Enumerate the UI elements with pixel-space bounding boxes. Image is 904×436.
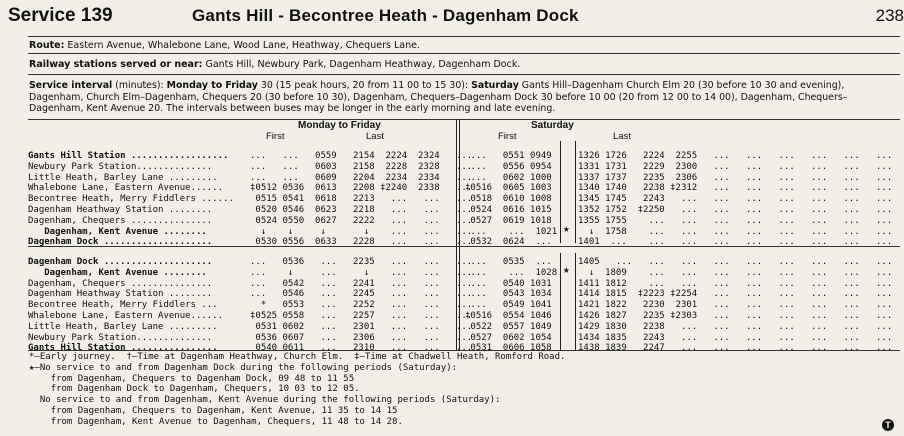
time-row: ‡0516 0605 1003 [465, 183, 552, 194]
time-row: 2204 2234 2334 ... [353, 172, 473, 183]
time-row: ... 0543 1034 [465, 289, 552, 300]
table-top-rule [28, 119, 900, 120]
time-row: ... ... 0609 [250, 172, 337, 183]
stop-name: Dagenham Heathway Station ........ [28, 205, 213, 215]
time-row: 1352 1752 ‡2250 ... ... ... ... ... ... ... [578, 205, 893, 215]
time-row: 1326 1726 2224 2255 ... ... ... ... ... ... [578, 151, 893, 161]
stop-name: Gants Hill Station ................ [28, 343, 218, 354]
stop-name: Gants Hill Station .................. [28, 151, 229, 161]
time-row: ... ... 1021 [465, 226, 558, 237]
sat-first-label: First [498, 131, 517, 142]
time-row: 1337 1737 2235 2306 ... ... ... ... ... ... [578, 172, 893, 183]
time-row: 1438 1839 2247 ... ... ... ... ... ... ... [578, 343, 893, 354]
time-row: 2301 ... ... ... [353, 321, 473, 332]
time-row: 1340 1740 2238 ‡2312 ... ... ... ... ... ... [578, 183, 893, 194]
time-row: 0531 0602 ... [250, 321, 337, 332]
time-row: ... 0536 ... [250, 257, 337, 267]
footnotes [29, 352, 565, 428]
service-number: Service 139 [8, 5, 113, 26]
interval-unit: (minutes): [112, 80, 167, 91]
time-row: 0527 0602 1054 [465, 332, 552, 343]
time-row: ‡0516 0554 1046 [465, 311, 552, 321]
time-row: 2208 ‡2240 2338 ... [353, 183, 473, 194]
time-row: ↓ ... ... ... [353, 226, 473, 237]
stop-name: Whalebone Lane, Eastern Avenue...... [28, 183, 224, 194]
service-interval [29, 80, 899, 115]
stop-name: Dagenham, Chequers ............... [28, 278, 213, 289]
stop-name: Dagenham, Kent Avenue ........ [28, 226, 207, 237]
divider [28, 74, 900, 75]
interval-mf-text: 30 (15 peak hours, 20 from 11 00 to 15 30): [257, 80, 472, 91]
time-row: 0522 0557 1049 [465, 321, 552, 332]
time-row: ↓ ↓ ↓ [250, 226, 326, 237]
stop-name: Newbury Park Station.............. [28, 332, 213, 343]
time-row: 1434 1835 2243 ... ... ... ... ... ... ... [578, 332, 893, 343]
mf-first-label: First [266, 131, 285, 142]
time-row: 0524 0550 0627 [250, 215, 337, 226]
stop-name: Dagenham, Chequers ............... [28, 215, 213, 226]
time-row: ↓ ... ... ... [353, 267, 473, 278]
time-row: * 0553 ... [250, 300, 337, 311]
time-row: ... ... 1028 [465, 267, 558, 278]
route-title: Gants Hill - Becontree Heath - Dagenham Dock [192, 6, 579, 25]
time-row: ... 0556 0954 [465, 161, 552, 172]
time-row: 0536 0607 ... [250, 332, 337, 343]
interval-sat-label: Saturday [471, 80, 519, 91]
time-row: ... ... 0559 [250, 151, 337, 161]
stop-name: Dagenham Dock .................... [28, 237, 213, 248]
time-row: 1405 ... ... ... ... ... ... ... ... ... [578, 257, 893, 267]
time-row: ↓ 1809 ... ... ... ... ... ... ... ... [578, 267, 893, 278]
block-inbound [28, 257, 900, 352]
transport-logo: T [882, 419, 894, 431]
railway-line [29, 59, 520, 70]
time-row: 2218 ... ... ... [353, 205, 473, 215]
route-text: Eastern Avenue, Whalebone Lane, Wood Lane, Heathway, Chequers Lane. [67, 40, 420, 51]
star-symbol: ★ [563, 222, 570, 235]
footnote-line: *–Early journey. †–Time at Dagenham Heathway, Church Elm. ‡–Time at Chadwell Heath, Romford Road. [29, 352, 566, 362]
time-row: 2252 ... ... ... [353, 300, 473, 311]
railway-label: Railway stations served or near: [29, 59, 203, 70]
time-row: ... ... 0603 [250, 161, 337, 172]
block-outbound [28, 151, 900, 246]
divider [28, 53, 900, 54]
time-row: 0532 0624 ... [465, 237, 552, 248]
star-symbol: ★ [563, 263, 570, 276]
railway-text: Gants Hill, Newbury Park, Dagenham Heathway, Dagenham Dock. [205, 59, 521, 70]
time-row: ... 0542 ... [250, 278, 337, 289]
interval-label: Service interval [29, 80, 113, 91]
footnote-line: from Dagenham, Chequers to Dagenham, Kent Avenue, 11 35 to 14 15 [29, 405, 398, 416]
time-row: 0518 0610 1008 [465, 194, 552, 205]
stop-name: Becontree Heath, Merry Fiddlers ... [28, 300, 218, 311]
footnote-line: from Dagenham Dock to Dagenham, Chequers, 10 03 to 12 05. [29, 384, 360, 395]
timetable [28, 119, 900, 354]
time-row: 2310 ... ... ... [353, 343, 473, 354]
time-row: ... 0540 1031 [465, 278, 552, 289]
stop-name: Dagenham Dock .................... [28, 257, 213, 267]
time-row: ... 0549 1041 [465, 300, 552, 311]
time-row: 2213 ... ... ... [353, 194, 473, 205]
time-row: ... 0535 ... [465, 257, 552, 267]
stop-name: Dagenham, Kent Avenue ........ [28, 267, 207, 278]
time-row: 2154 2224 2324 ... [353, 151, 473, 161]
footnote-line: No service to and from Dagenham, Kent Avenue during the following periods (Saturday): [29, 395, 501, 406]
time-row: 2241 ... ... ... [353, 278, 473, 289]
stop-name: Little Heath, Barley Lane ......... [28, 321, 218, 332]
time-row: 0531 0606 1058 [465, 343, 552, 354]
interval-mf-label: Monday to Friday [166, 80, 258, 91]
divider [28, 36, 900, 37]
stop-name: Whalebone Lane, Eastern Avenue...... [28, 311, 224, 321]
time-row: 2222 ... ... ... [353, 215, 473, 226]
time-row: ... ↓ ... [250, 267, 337, 278]
time-row: 2306 ... ... ... [353, 332, 473, 343]
time-row: 0540 0611 ... [250, 343, 337, 354]
time-row: 1331 1731 2229 2300 ... ... ... ... ... ... [578, 161, 893, 172]
time-row: 1355 1755 ... ... ... ... ... ... ... ... [578, 215, 893, 226]
footnote-line: ★–No service to and from Dagenham Dock during the following periods (Saturday): [29, 362, 458, 373]
time-row: 1345 1745 2243 ... ... ... ... ... ... ... [578, 194, 893, 205]
page-header [0, 0, 904, 36]
mf-heading: Monday to Friday [298, 120, 381, 131]
sat-last-label: Last [613, 131, 631, 142]
time-row: 1426 1827 2235 ‡2303 ... ... ... ... ... ... [578, 311, 893, 321]
time-row: 2228 ... ... ... [353, 237, 473, 248]
route-label: Route: [29, 40, 65, 51]
interval-sat-text: Gants Hill–Dagenham Church Elm 20 (30 before 10 30 and evening), Dagenham, Church Elm–Dagenham, Chequers 20 (30 before 10 30), Dagenham, Chequers–Dagenham Dock 30 before 10 00 (20 from 12 00 to 14 00), Dagenham, Chequers–Dagenham, Kent Avenue 20. The intervals between buses may be longer in the early morning and late evening. [29, 80, 848, 114]
time-row: 2235 ... ... ... [353, 257, 473, 267]
time-row: ↓ 1758 ... ... ... ... ... ... ... ... [578, 226, 893, 237]
time-row: ... 0546 ... [250, 289, 337, 300]
time-row: ‡0512 0536 0613 [250, 183, 337, 194]
table-bottom-rule [28, 350, 900, 351]
time-row: ... 0551 0949 [465, 151, 552, 161]
time-row: 0527 0619 1018 [465, 215, 552, 226]
stop-name: Dagenham Heathway Station ........ [28, 289, 213, 300]
time-row: 2257 ... ... ... [353, 311, 473, 321]
sat-heading: Saturday [531, 120, 574, 131]
time-row: 1411 1812 ... ... ... ... ... ... ... ... [578, 278, 893, 289]
time-row: ... 0602 1000 [465, 172, 552, 183]
time-row: 0515 0541 0618 [250, 194, 337, 205]
time-row: 1401 ... ... ... ... ... ... ... ... ... [578, 237, 893, 248]
time-row: 2245 ... ... ... [353, 289, 473, 300]
stop-name: Little Heath, Barley Lane ......... [28, 172, 218, 183]
stop-name: Newbury Park Station.............. [28, 161, 213, 172]
route-line [29, 40, 420, 51]
mf-last-label: Last [366, 131, 384, 142]
time-row: 2158 2228 2328 ... [353, 161, 473, 172]
footnote-line: from Dagenham, Chequers to Dagenham Dock, 09 48 to 11 55 [29, 373, 355, 384]
time-row: 1421 1822 2230 2301 ... ... ... ... ... ... [578, 300, 893, 311]
footnote-line: from Dagenham, Kent Avenue to Dagenham, Chequers, 11 48 to 14 28. [29, 416, 403, 427]
time-row: 0524 0616 1015 [465, 205, 552, 215]
time-row: 1414 1815 ‡2223 ‡2254 ... ... ... ... ... ... [578, 289, 893, 300]
stop-name: Becontree Heath, Merry Fiddlers ...... [28, 194, 234, 205]
time-row: 0520 0546 0623 [250, 205, 337, 215]
time-row: 1429 1830 2238 ... ... ... ... ... ... ... [578, 321, 893, 332]
time-row: 0530 0556 0633 [250, 237, 337, 248]
page-number: 238 [875, 6, 904, 25]
time-row: ‡0525 0558 ... [250, 311, 337, 321]
